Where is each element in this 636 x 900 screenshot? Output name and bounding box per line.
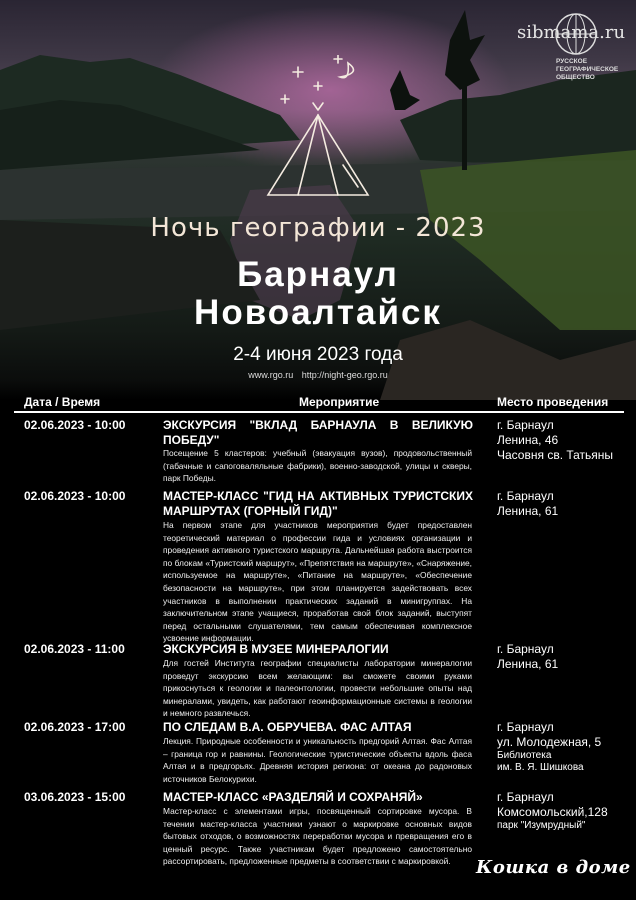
city-title-novoaltaysk: Новоалтайск — [194, 293, 442, 332]
place-line: Ленина, 61 — [497, 657, 559, 671]
place-line: г. Барнаул — [497, 720, 554, 734]
city-title-barnaul: Барнаул — [237, 255, 399, 294]
row-description: На первом этапе для участников мероприятия будет предоставлен теоретический материал о профессии гида и условиях организации и проведения активного туристского маршрута. Дальнейшая работа выстроится по блокам «Туристский маршрут», «Препятствия на маршруте», «Снаряжение, используемое на маршруте», «Питание на маршруте», «Обеспечение безопасности на маршруте», при этом планируется задействовать всех участников в выполнении практических заданий в минигруппах. На заключительном этапе учащиеся, проработав свой блок заданий, выступят перед остальными слушателями, тем самым обеспечивая комплексное усвоение информации. — [163, 520, 472, 644]
row-title: ЭКСКУРСИЯ В МУЗЕЕ МИНЕРАЛОГИИ — [163, 642, 389, 656]
row-datetime: 02.06.2023 - 17:00 — [24, 720, 126, 734]
event-subtitle: Ночь географии - 2023 — [150, 213, 486, 243]
place-note: парк "Изумрудный" — [497, 820, 586, 831]
row-place — [497, 489, 627, 519]
place-line: г. Барнаул — [497, 489, 554, 503]
row-title: ПО СЛЕДАМ В.А. ОБРУЧЕВА. ФАС АЛТАЯ — [163, 720, 412, 734]
row-place — [497, 720, 627, 774]
place-line: Комсомольский,128 — [497, 805, 608, 819]
place-line: г. Барнаул — [497, 418, 554, 432]
row-datetime: 02.06.2023 - 11:00 — [24, 642, 125, 656]
place-line: Ленина, 46 — [497, 433, 559, 447]
row-place — [497, 790, 627, 832]
event-urls[interactable]: www.rgo.ru http://night-geo.rgo.ru — [248, 370, 388, 380]
event-dates: 2-4 июня 2023 года — [233, 344, 403, 365]
row-title: ЭКСКУРСИЯ "ВКЛАД БАРНАУЛА В ВЕЛИКУЮ ПОБЕДУ" — [163, 418, 473, 447]
place-note: им. В. Я. Шишкова — [497, 762, 584, 773]
site-logo[interactable]: sibmama.ru — [517, 22, 626, 43]
place-note: Библиотека — [497, 750, 552, 761]
row-datetime: 03.06.2023 - 15:00 — [24, 790, 126, 804]
place-line: г. Барнаул — [497, 790, 554, 804]
row-description: Мастер-класс с элементами игры, посвященный сортировке мусора. В течении мастер-класса участники узнают о маркировке основных видов бытовых отходов, о возможностях переработки мусора и превращения его в ценный ресурс. Также участникам будет предложено самостоятельно рассортировать, предложенные предметы в соответствии с маркировкой. — [163, 806, 472, 867]
place-line: Часовня св. Татьяны — [497, 448, 614, 462]
row-description: Посещение 5 кластеров: учебный (эвакуация вузов), продовольственный (табачные и сапоговаляльные фабрики), военно-заводской, улицы и скверы, парк Победы. — [163, 448, 472, 484]
row-title: МАСТЕР-КЛАСС «РАЗДЕЛЯЙ И СОХРАНЯЙ» — [163, 790, 423, 804]
row-datetime: 02.06.2023 - 10:00 — [24, 418, 126, 432]
row-place — [497, 418, 627, 463]
column-header-datetime: Дата / Время — [24, 395, 101, 409]
place-line: Ленина, 61 — [497, 504, 559, 518]
column-header-place: Место проведения — [497, 395, 609, 409]
row-title: МАСТЕР-КЛАСС "ГИД НА АКТИВНЫХ ТУРИСТСКИХ МАРШРУТАХ (ГОРНЫЙ ГИД)" — [163, 489, 473, 518]
table-header-divider — [14, 411, 624, 413]
rgo-globe-icon — [552, 10, 600, 58]
row-datetime: 02.06.2023 - 10:00 — [24, 489, 126, 503]
place-line: ул. Молодежная, 5 — [497, 735, 602, 749]
watermark-signature: Кошка в доме — [476, 857, 631, 878]
column-header-event: Мероприятие — [299, 395, 380, 409]
row-description: Лекция. Природные особенности и уникальность предгорий Алтая. Фас Алтая – граница гор и равнины. Геологические туристические объекты вдоль фаса Алтая и в предгорьях. Древняя история региона: от океана до радоновых источников Белокурихи. — [163, 736, 472, 784]
tent-stars-icon — [258, 55, 388, 205]
place-line: г. Барнаул — [497, 642, 554, 656]
rgo-org-name: РУССКОЕ ГЕОГРАФИЧЕСКОЕ ОБЩЕСТВО — [556, 58, 619, 81]
row-place — [497, 642, 627, 672]
row-description: Для гостей Института географии специалисты лаборатории минералогии проведут экскурсию всем желающим: вы сможете своими руками прикоснуться к геологии и палеонтологии, провести небольшие опыты над минералами, увидеть, как работают геоинформационные системы в геологии и немного развлечься. — [163, 658, 472, 719]
